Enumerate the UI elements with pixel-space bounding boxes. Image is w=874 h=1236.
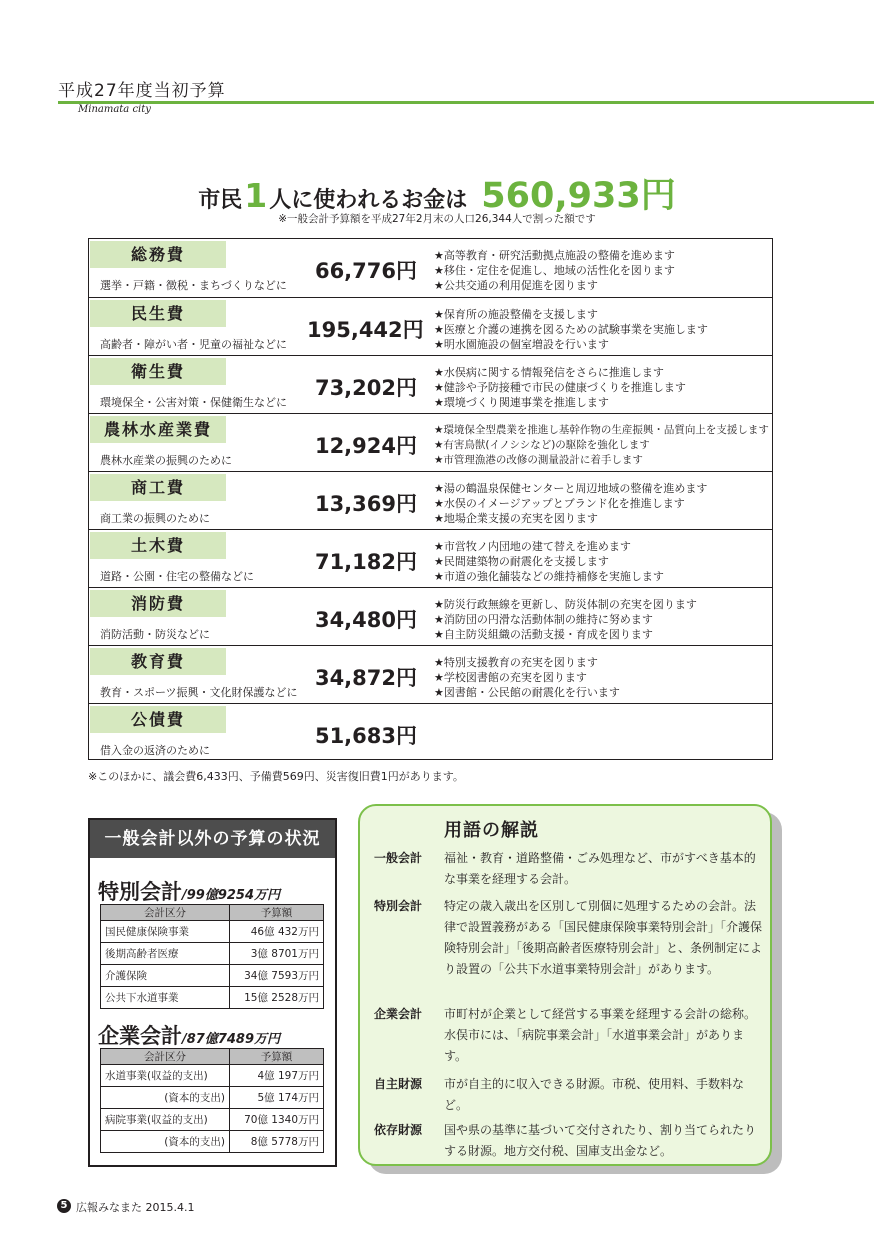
table-row bbox=[101, 1131, 324, 1153]
table-row bbox=[101, 1109, 324, 1131]
headline-middle: 人に使われるお金は bbox=[269, 188, 468, 213]
category-notes bbox=[434, 481, 707, 526]
glossary-definition: 市が自主的に収入できる財源。市税、使用料、手数料など。 bbox=[444, 1077, 745, 1112]
glossary-definition: 市町村が企業として経営する事業を経理する会計の総称。水俣市には、「病院事業会計」「水道事業会計」があります。 bbox=[444, 1007, 757, 1063]
note-line: ★市営牧ノ内団地の建て替えを進めます bbox=[434, 540, 631, 553]
table-row bbox=[101, 921, 324, 943]
column-header: 予算額 bbox=[230, 905, 324, 921]
account-name: 病院事業(収益的支出) bbox=[101, 1109, 230, 1131]
category-notes bbox=[434, 423, 769, 468]
tokubetsu-total: /99億9254万円 bbox=[182, 888, 281, 903]
glossary-title: 用語の解説 bbox=[444, 820, 539, 841]
category-amount: 34,872円 bbox=[314, 666, 417, 690]
expenditure-row bbox=[89, 413, 772, 471]
account-amount: 8億 5778万円 bbox=[230, 1131, 324, 1153]
glossary-definition: 福祉・教育・道路整備・ごみ処理など、市がすべき基本的な事業を経理する会計。 bbox=[444, 851, 756, 886]
note-line: ★湯の鶴温泉保健センターと周辺地域の整備を進めます bbox=[434, 482, 708, 495]
note-line: ★特別支援教育の充実を図ります bbox=[434, 656, 598, 669]
publication-info: 広報みなまた 2015.4.1 bbox=[76, 1201, 195, 1214]
category-notes bbox=[434, 307, 708, 352]
category-amount: 73,202円 bbox=[314, 376, 417, 400]
table-row bbox=[101, 1087, 324, 1109]
category-amount: 34,480円 bbox=[314, 608, 417, 632]
category-description: 選挙・戸籍・徴税・まちづくりなどに bbox=[100, 279, 287, 292]
glossary-definition: 特定の歳入歳出を区別して別個に処理するための会計。法律で設置義務がある「国民健康保険事業特別会計」「介護保険特別会計」「後期高齢者医療特別会計」と、条例制定により設置の「公共下水道事業特別会計」があります。 bbox=[444, 899, 763, 976]
category-description: 教育・スポーツ振興・文化財保護などに bbox=[100, 686, 298, 699]
account-amount: 34億 7593万円 bbox=[230, 965, 324, 987]
category-amount: 12,924円 bbox=[314, 434, 417, 458]
category-notes bbox=[434, 365, 686, 410]
category-description: 借入金の返済のために bbox=[100, 744, 210, 757]
category-amount: 13,369円 bbox=[314, 492, 417, 516]
panel-heading: 一般会計以外の予算の状況 bbox=[90, 820, 335, 858]
glossary-term: 一般会計 bbox=[374, 851, 423, 865]
page-header-subtitle: Minamata city bbox=[78, 104, 151, 115]
kigyo-total: /87億7489万円 bbox=[182, 1032, 281, 1047]
account-amount: 15億 2528万円 bbox=[230, 987, 324, 1009]
column-header: 予算額 bbox=[230, 1049, 324, 1065]
category-name: 農林水産業費 bbox=[90, 416, 226, 443]
tokubetsu-table bbox=[100, 904, 324, 1009]
expenditure-row bbox=[89, 587, 772, 645]
kigyo-title bbox=[98, 1020, 280, 1050]
note-line: ★環境づくり関連事業を推進します bbox=[434, 396, 609, 409]
account-amount: 3億 8701万円 bbox=[230, 943, 324, 965]
headline-prefix: 市民 bbox=[198, 188, 243, 213]
kigyo-table bbox=[100, 1048, 324, 1153]
note-line: ★保育所の施設整備を支援します bbox=[434, 308, 598, 321]
expenditure-row bbox=[89, 703, 772, 761]
category-name: 消防費 bbox=[90, 590, 226, 617]
expenditure-row bbox=[89, 529, 772, 587]
expenditure-row bbox=[89, 471, 772, 529]
page-number: 5 bbox=[57, 1199, 71, 1213]
category-description: 農林水産業の振興のために bbox=[100, 454, 232, 467]
category-name: 公債費 bbox=[90, 706, 226, 733]
tokubetsu-title-text: 特別会計 bbox=[98, 880, 182, 904]
kigyo-title-text: 企業会計 bbox=[98, 1024, 182, 1048]
note-line: ★環境保全型農業を推進し基幹作物の生産振興・品質向上を支援します bbox=[434, 424, 769, 436]
glossary-panel bbox=[358, 804, 772, 1166]
expenditure-row bbox=[89, 645, 772, 703]
account-amount: 4億 197万円 bbox=[230, 1065, 324, 1087]
expenditure-table bbox=[88, 238, 773, 760]
account-name: 国民健康保険事業 bbox=[101, 921, 230, 943]
headline-amount: 560,933円 bbox=[481, 176, 676, 216]
account-amount: 5億 174万円 bbox=[230, 1087, 324, 1109]
category-description: 環境保全・公害対策・保健衛生などに bbox=[100, 396, 287, 409]
table-row bbox=[101, 965, 324, 987]
other-budgets-panel bbox=[88, 818, 337, 1167]
table-row bbox=[101, 943, 324, 965]
glossary-term: 企業会計 bbox=[374, 1007, 423, 1021]
header-rule bbox=[58, 101, 874, 104]
category-name: 民生費 bbox=[90, 300, 226, 327]
expenditure-row bbox=[89, 355, 772, 413]
note-line: ★防災行政無線を更新し、防災体制の充実を図ります bbox=[434, 598, 697, 611]
expenditure-row bbox=[89, 239, 772, 297]
glossary-term: 依存財源 bbox=[374, 1123, 423, 1137]
note-line: ★移住・定住を促進し、地域の活性化を図ります bbox=[434, 264, 675, 277]
account-name: 水道事業(収益的支出) bbox=[101, 1065, 230, 1087]
category-notes bbox=[434, 655, 620, 700]
expenditure-row bbox=[89, 297, 772, 355]
category-name: 総務費 bbox=[90, 241, 226, 268]
headline-note: ※一般会計予算額を平成27年2月末の人口26,344人で割った額です bbox=[278, 213, 596, 225]
category-name: 教育費 bbox=[90, 648, 226, 675]
account-name: 公共下水道事業 bbox=[101, 987, 230, 1009]
note-line: ★水俣のイメージアップとブランド化を推進します bbox=[434, 497, 685, 510]
note-line: ★高等教育・研究活動拠点施設の整備を進めます bbox=[434, 249, 675, 262]
note-line: ★民間建築物の耐震化を支援します bbox=[434, 555, 609, 568]
category-description: 高齢者・障がい者・児童の福祉などに bbox=[100, 338, 287, 351]
note-line: ★明水園施設の個室増設を行います bbox=[434, 338, 609, 351]
note-line: ★消防団の円滑な活動体制の維持に努めます bbox=[434, 613, 653, 626]
category-name: 商工費 bbox=[90, 474, 226, 501]
note-line: ★健診や予防接種で市民の健康づくりを推進します bbox=[434, 381, 686, 394]
note-line: ★図書館・公民館の耐震化を行います bbox=[434, 686, 620, 699]
note-line: ★地場企業支援の充実を図ります bbox=[434, 512, 598, 525]
category-amount: 71,182円 bbox=[314, 550, 417, 574]
column-header: 会計区分 bbox=[101, 905, 230, 921]
account-name: 後期高齢者医療 bbox=[101, 943, 230, 965]
note-line: ★有害鳥獣(イノシシなど)の駆除を強化します bbox=[434, 439, 650, 451]
category-amount: 66,776円 bbox=[314, 259, 417, 283]
category-amount: 195,442円 bbox=[307, 318, 424, 342]
category-description: 商工業の振興のために bbox=[100, 512, 210, 525]
table-row bbox=[101, 987, 324, 1009]
table-row bbox=[101, 1065, 324, 1087]
note-line: ★自主防災組織の活動支援・育成を図ります bbox=[434, 628, 653, 641]
page-header-title: 平成27年度当初予算 bbox=[58, 81, 226, 101]
account-amount: 46億 432万円 bbox=[230, 921, 324, 943]
category-notes bbox=[434, 597, 697, 642]
category-description: 消防活動・防災などに bbox=[100, 628, 210, 641]
account-name: (資本的支出) bbox=[101, 1087, 230, 1109]
account-name: (資本的支出) bbox=[101, 1131, 230, 1153]
note-line: ★水俣病に関する情報発信をさらに推進します bbox=[434, 366, 664, 379]
headline-number: 1 bbox=[244, 176, 268, 215]
note-line: ★公共交通の利用促進を図ります bbox=[434, 279, 598, 292]
footnote: ※このほかに、議会費6,433円、予備費569円、災害復旧費1円があります。 bbox=[88, 770, 464, 783]
note-line: ★市道の強化舗装などの維持補修を実施します bbox=[434, 570, 664, 583]
category-notes bbox=[434, 539, 664, 584]
category-amount: 51,683円 bbox=[314, 724, 417, 748]
note-line: ★市管理漁港の改修の測量設計に着手します bbox=[434, 454, 643, 466]
category-name: 衛生費 bbox=[90, 358, 226, 385]
note-line: ★学校図書館の充実を図ります bbox=[434, 671, 587, 684]
category-notes bbox=[434, 248, 675, 293]
column-header: 会計区分 bbox=[101, 1049, 230, 1065]
glossary-definition: 国や県の基準に基づいて交付されたり、割り当てられたりする財源。地方交付税、国庫支出金など。 bbox=[444, 1123, 757, 1158]
glossary-term: 特別会計 bbox=[374, 899, 423, 913]
category-description: 道路・公園・住宅の整備などに bbox=[100, 570, 254, 583]
tokubetsu-title bbox=[98, 876, 280, 906]
account-amount: 70億 1340万円 bbox=[230, 1109, 324, 1131]
account-name: 介護保険 bbox=[101, 965, 230, 987]
note-line: ★医療と介護の連携を図るための試験事業を実施します bbox=[434, 323, 708, 336]
category-name: 土木費 bbox=[90, 532, 226, 559]
glossary-term: 自主財源 bbox=[374, 1077, 423, 1091]
